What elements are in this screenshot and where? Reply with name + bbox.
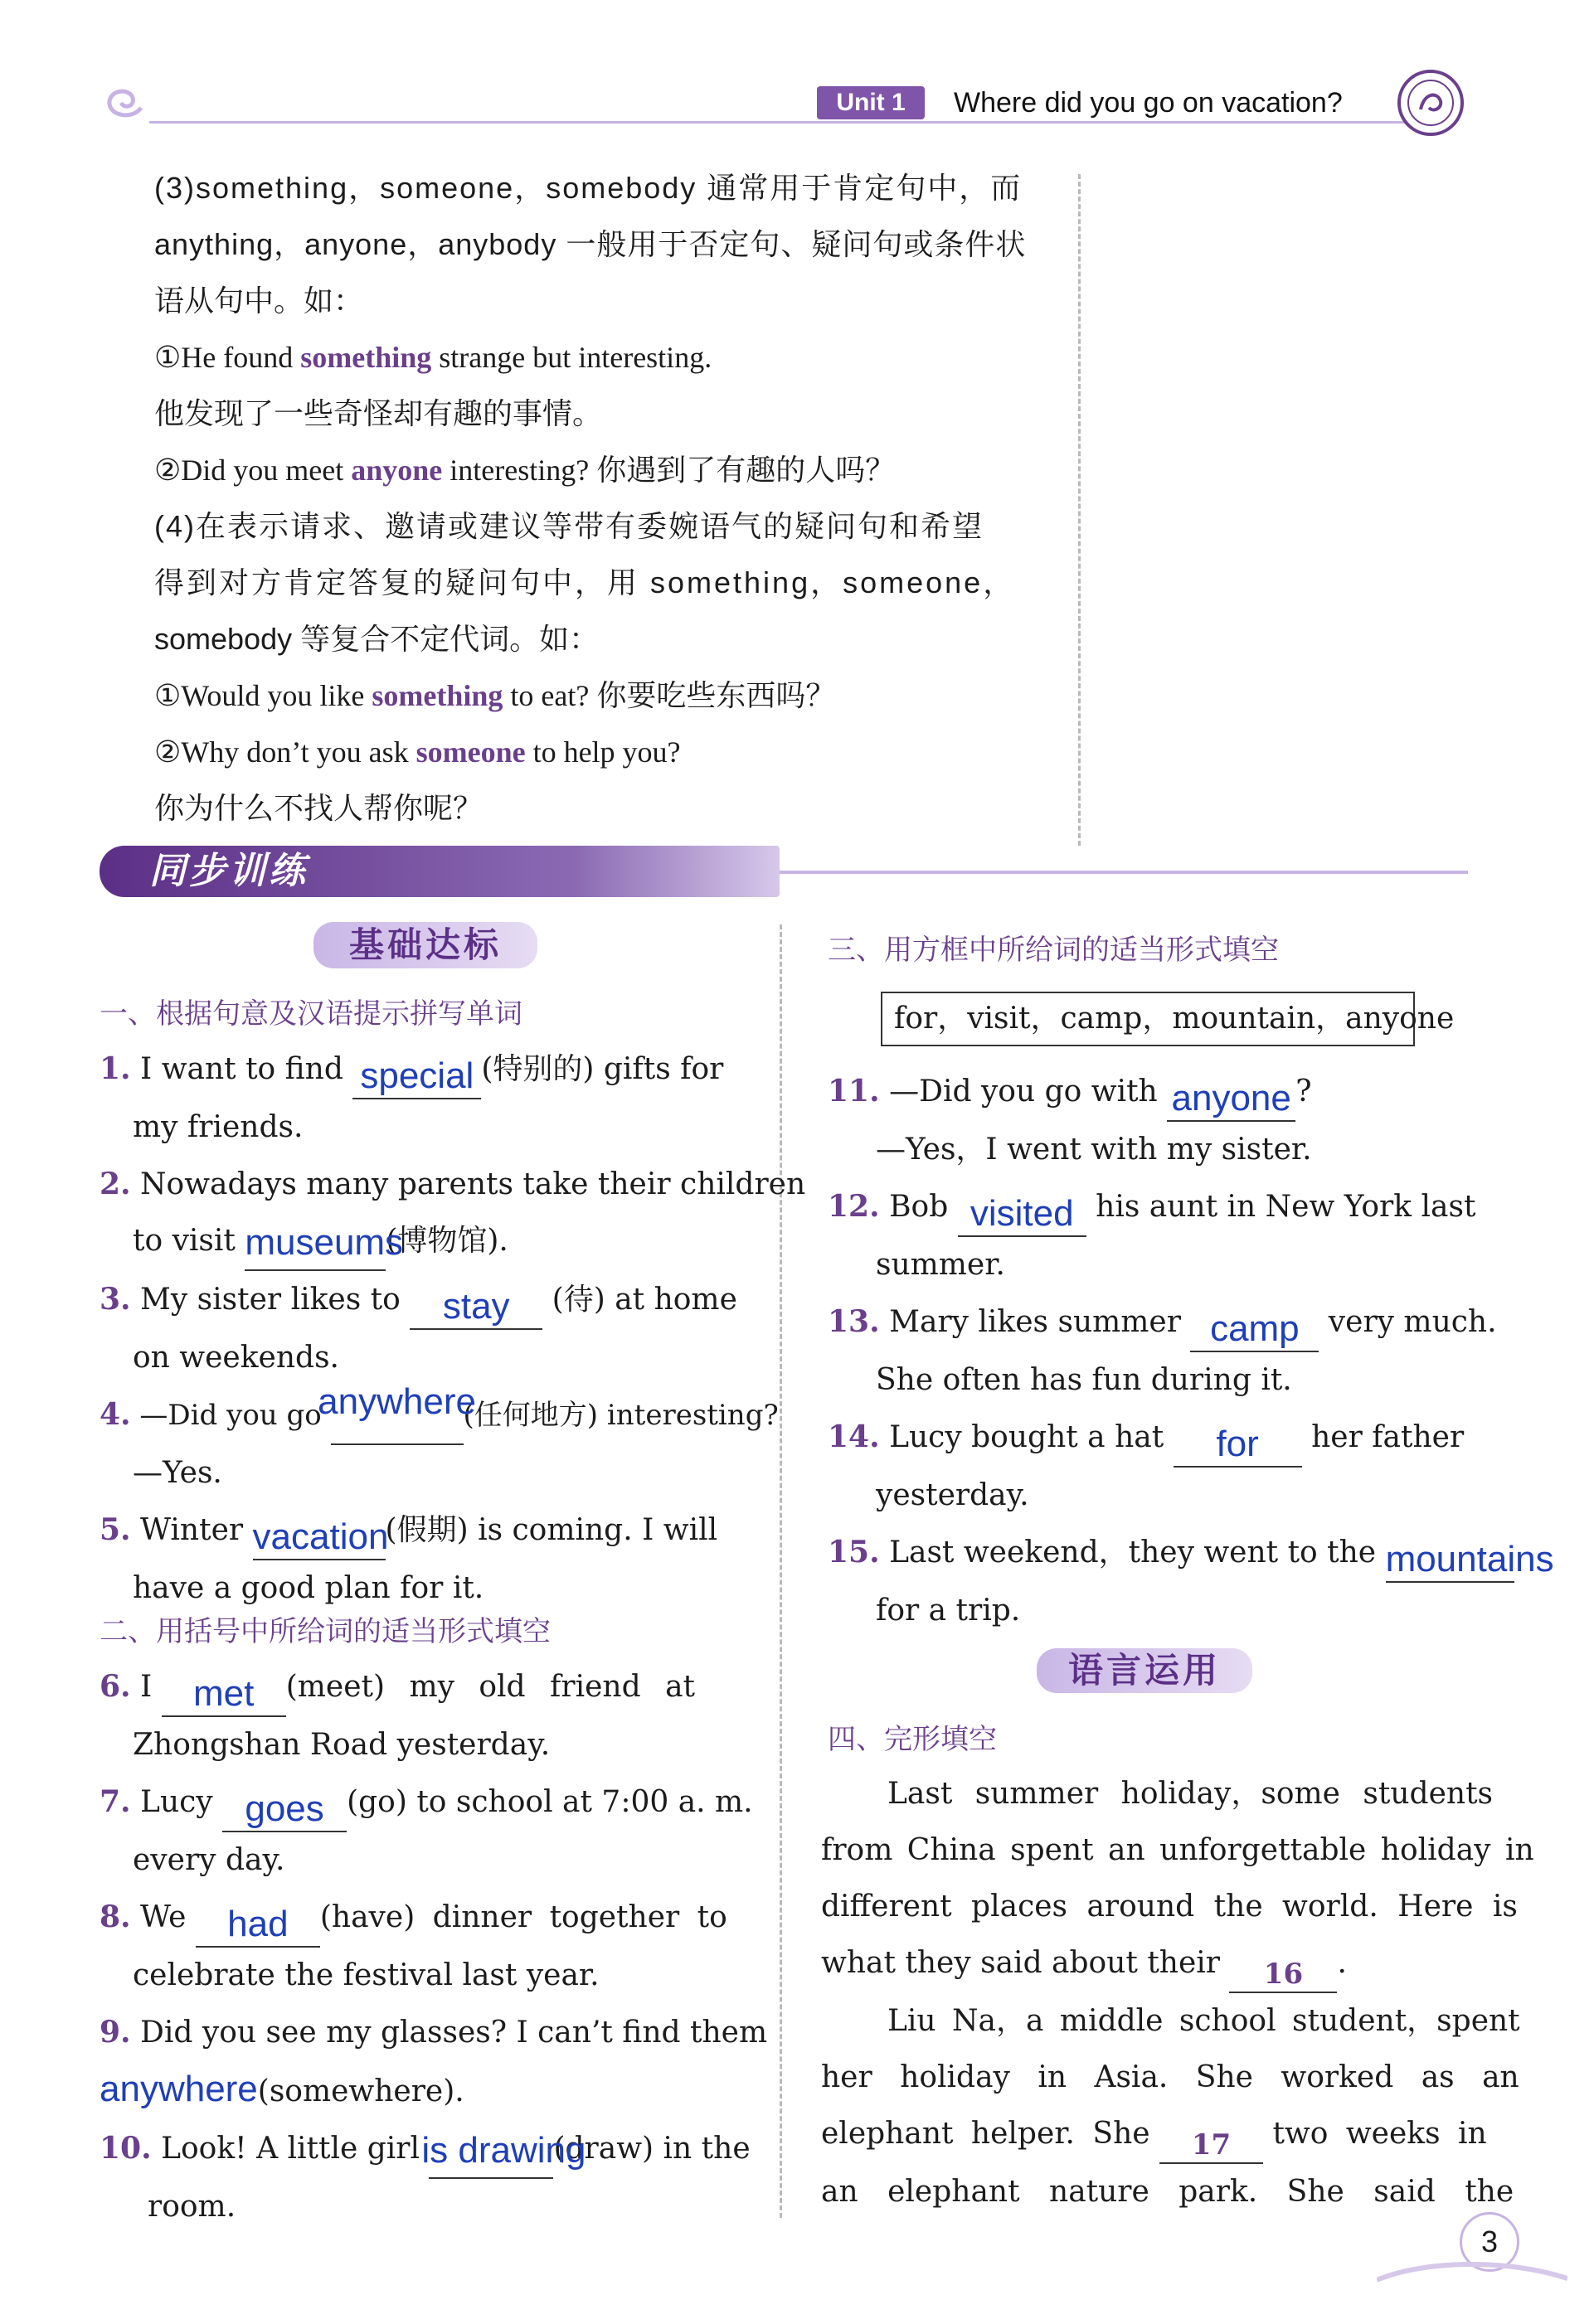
header-title: Where did you go on vacation? (954, 87, 1343, 119)
unit-badge: Unit 1 (817, 86, 925, 119)
note-line: 他发现了一些奇怪却有趣的事情。 (154, 396, 603, 430)
page-number: 3 (1480, 2225, 1499, 2259)
grammar-notes (154, 160, 1050, 837)
left-exercises: 1. I want to find special (特别的) gifts for my friends. 2. Nowadays many parents take their children to visit museums (博物馆). 3. My sister likes to stay (待) at home on weekends. 4. —Did you go anywhere (任何地方) interesting? —Yes. 5. Winter vacation (假期) is coming. I will have a good plan for it. (100, 1041, 755, 1617)
part2-title: 二、用括号中所给词的适当形式填空 (100, 1615, 551, 1648)
note-line: (4)在表示请求、邀请或建议等带有委婉语气的疑问句和希望 (154, 509, 984, 543)
note-line: (3)something，someone，somebody 通常用于肯定句中，而 (154, 171, 1023, 205)
notes-divider (1078, 174, 1081, 846)
note-line: 语从句中。如： (154, 284, 364, 318)
pill-basic: 基础达标 (313, 922, 537, 968)
part4-title: 四、完形填空 (828, 1723, 997, 1756)
page-number-swoosh (1377, 2255, 1567, 2288)
left-exercises-2: 6. I met (meet) my old friend at Zhongshan Road yesterday. 7. Lucy goes (go) to school at 7:00 a. m. every day. 8. We had (have) dinner together to celebrate the festival last year. 9. Did you see my glasses? I can’t find them anywhere(somewhere). 10. Look! A little girl is drawing (draw) in the room. (100, 1658, 755, 2235)
banner-title: 同步训练 (149, 850, 309, 892)
note-line: somebody 等复合不定代词。如： (154, 622, 600, 656)
example-line: ②Did you meet anyone interesting? 你遇到了有趣的人吗？ (154, 454, 896, 487)
column-divider (780, 924, 782, 2218)
example-line: ②Why don’t you ask someone to help you? (154, 735, 681, 769)
note-line: 得到对方肯定答复的疑问句中，用 something，someone， (154, 565, 1016, 599)
word-box (881, 992, 1455, 1046)
cloze-passage: Last summer holiday，some students from China spent an unforgettable holiday in different places around the world. Here is what they said about their 16 . Liu Na，a middle school student，spent her holiday in Asia. She worked as an elephant helper. She 17 two weeks in an elephant nature park. She said the (821, 1777, 1534, 2209)
section-banner (100, 846, 1468, 897)
part1-title: 一、根据句意及汉语提示拼写单词 (100, 997, 522, 1031)
note-line: anything，anyone，anybody 一般用于否定句、疑问句或条件状 (154, 227, 1027, 261)
word-box-text: for，visit，camp，mountain，anyone (894, 1002, 1455, 1036)
note-line: 你为什么不找人帮你呢？ (154, 791, 484, 825)
example-line: ①Would you like something to eat? 你要吃些东西吗？ (154, 679, 836, 712)
header-rule (149, 121, 1410, 124)
example-line: ①He found something strange but interesting. (154, 341, 712, 374)
header-swirl-icon (100, 83, 158, 124)
right-exercises: 11. —Did you go with anyone ? —Yes，I went with my sister. 12. Bob visited his aunt in New York last summer. 13. Mary likes summer camp very much. She often has fun during it. 14. Lucy bought a hat for her father yesterday. 15. Last weekend，they went to the mountains for a trip. (828, 1063, 1508, 1639)
pill-language-use: 语言运用 (1037, 1648, 1252, 1693)
part3-title: 三、用方框中所给词的适当形式填空 (828, 934, 1279, 967)
publisher-logo-icon (1396, 68, 1465, 138)
